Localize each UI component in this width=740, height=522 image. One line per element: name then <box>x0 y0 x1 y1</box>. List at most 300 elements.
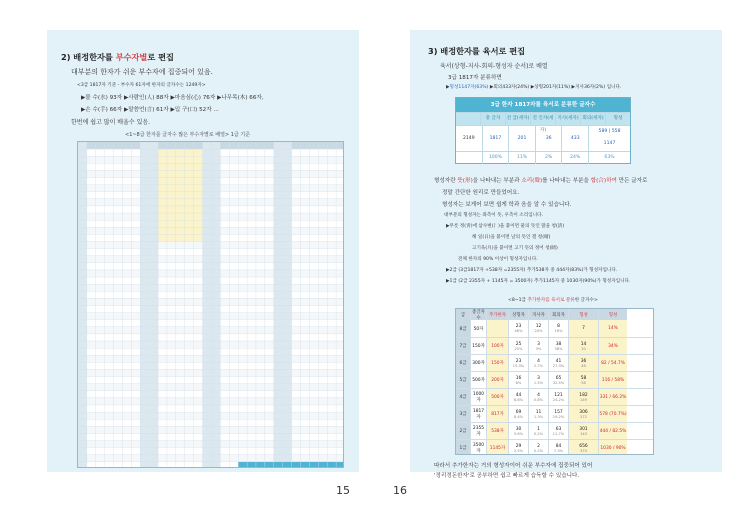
grid-cell <box>105 263 114 270</box>
grid-cell <box>238 362 247 369</box>
grid-cell <box>327 441 336 448</box>
grade-row <box>456 371 653 388</box>
grid-cell <box>336 334 344 341</box>
grid-cell <box>158 227 167 234</box>
grid-cell <box>301 185 310 192</box>
grid-cell <box>327 426 336 433</box>
grade-cell-value: 3500자 <box>472 442 485 454</box>
grid-cell <box>194 213 203 220</box>
grid-cell <box>185 433 194 440</box>
grid-cell <box>149 433 158 440</box>
grid-cell <box>158 256 167 263</box>
grid-cell <box>318 249 327 256</box>
grid-cell <box>185 419 194 426</box>
grid-cell <box>140 163 149 170</box>
grid-cell <box>283 405 292 412</box>
grid-cell <box>229 441 238 448</box>
grid-cell <box>212 178 221 185</box>
grid-cell <box>176 334 185 341</box>
grade-cell-value: 50자 <box>473 326 484 332</box>
grid-cell <box>256 341 265 348</box>
para-2: 정말 간단한 원리로 만들었어요. <box>442 190 520 196</box>
grid-cell <box>292 256 301 263</box>
grid-cell <box>140 263 149 270</box>
grid-cell <box>283 341 292 348</box>
grid-cell <box>203 320 212 327</box>
grid-cell <box>336 227 344 234</box>
grid-cell <box>105 426 114 433</box>
grid-cell <box>292 270 301 277</box>
grid-cell <box>140 384 149 391</box>
grid-cell <box>283 263 292 270</box>
grid-cell <box>158 156 167 163</box>
grid-cell <box>318 199 327 206</box>
grid-cell <box>309 433 318 440</box>
grade-cell-value: 3급 <box>459 412 467 417</box>
grade-cell <box>568 423 598 439</box>
grid-cell <box>247 384 256 391</box>
grid-cell <box>309 369 318 376</box>
grid-cell <box>256 405 265 412</box>
grid-cell <box>203 206 212 213</box>
grid-cell <box>149 405 158 412</box>
grid-cell <box>256 462 265 468</box>
grade-cell <box>486 389 508 405</box>
grid-cell <box>301 163 310 170</box>
grid-cell <box>105 163 114 170</box>
grid-cell <box>309 320 318 327</box>
grid-cell <box>265 334 274 341</box>
grid-cell <box>123 441 132 448</box>
grid-cell <box>238 306 247 313</box>
grid-cell <box>274 384 283 391</box>
grid-cell <box>318 362 327 369</box>
grid-cell <box>265 313 274 320</box>
grid-cell <box>185 341 194 348</box>
grid-cell <box>105 298 114 305</box>
grid-cell <box>185 462 194 468</box>
grid-cell <box>203 213 212 220</box>
grade-cell <box>568 406 598 422</box>
grade-cell <box>528 406 548 422</box>
grade-cell <box>508 440 528 455</box>
grid-cell <box>78 256 87 263</box>
grid-cell <box>158 377 167 384</box>
grid-cell <box>87 284 96 291</box>
grade-cell <box>548 320 568 337</box>
grid-cell <box>167 163 176 170</box>
grid-cell <box>301 384 310 391</box>
grid-cell <box>149 298 158 305</box>
grid-cell <box>256 419 265 426</box>
grid-cell <box>212 220 221 227</box>
grid-cell <box>229 462 238 468</box>
grid-cell <box>123 398 132 405</box>
grid-cell <box>283 369 292 376</box>
grid-cell <box>87 163 96 170</box>
grid-cell <box>149 206 158 213</box>
grid-cell <box>123 355 132 362</box>
grid-cell <box>123 327 132 334</box>
grid-cell <box>149 242 158 249</box>
grid-cell <box>167 384 176 391</box>
grid-cell <box>301 213 310 220</box>
grid-cell <box>274 142 283 149</box>
grid-cell <box>149 398 158 405</box>
grid-cell <box>105 249 114 256</box>
grid-cell <box>158 369 167 376</box>
grid-cell <box>265 433 274 440</box>
grid-cell <box>238 242 247 249</box>
grid-cell <box>87 199 96 206</box>
grid-cell <box>194 185 203 192</box>
grade-header: 형성 <box>568 309 598 320</box>
grid-cell <box>212 163 221 170</box>
grid-cell <box>256 384 265 391</box>
grid-cell <box>194 455 203 462</box>
grid-cell <box>283 291 292 298</box>
grid-cell <box>176 149 185 156</box>
grade-cell <box>568 440 598 455</box>
grid-cell <box>274 149 283 156</box>
grid-cell <box>212 227 221 234</box>
grid-cell <box>301 426 310 433</box>
grid-cell <box>265 412 274 419</box>
grid-cell <box>149 391 158 398</box>
grid-cell <box>238 398 247 405</box>
grid-cell <box>176 227 185 234</box>
grid-cell <box>158 391 167 398</box>
grid-cell <box>318 263 327 270</box>
grid-cell <box>87 313 96 320</box>
grid-cell <box>114 306 123 313</box>
grade-cell-value: 4 <box>537 358 540 364</box>
grid-cell <box>238 291 247 298</box>
grid-cell <box>238 334 247 341</box>
grid-cell <box>114 377 123 384</box>
grid-cell <box>185 142 194 149</box>
grade-cell <box>548 338 568 354</box>
grid-cell <box>318 178 327 185</box>
grid-cell <box>301 405 310 412</box>
grid-cell <box>158 206 167 213</box>
grid-cell <box>149 448 158 455</box>
grade-cell <box>528 423 548 439</box>
grid-cell <box>123 227 132 234</box>
grid-cell <box>256 391 265 398</box>
grid-cell <box>87 192 96 199</box>
grid-cell <box>123 149 132 156</box>
grid-cell <box>327 419 336 426</box>
grid-cell <box>265 426 274 433</box>
grid-cell <box>185 441 194 448</box>
grid-cell <box>131 426 140 433</box>
grade-table-caption <box>508 297 598 303</box>
summary-header: 형성 <box>605 113 630 125</box>
line3-blue: 형성1147자(63%) <box>449 85 489 90</box>
grid-cell <box>131 462 140 468</box>
grid-cell <box>105 206 114 213</box>
para1-d: 만든 글자로 <box>616 178 648 184</box>
grade-cell-sub: 143 <box>580 431 587 436</box>
grid-cell <box>265 156 274 163</box>
grid-cell <box>212 206 221 213</box>
grid-cell <box>238 192 247 199</box>
grid-cell <box>96 391 105 398</box>
grid-cell <box>309 412 318 419</box>
grid-cell <box>265 306 274 313</box>
grid-cell <box>212 284 221 291</box>
grid-cell <box>96 377 105 384</box>
grid-cell <box>131 369 140 376</box>
grid-cell <box>220 441 229 448</box>
grid-cell <box>283 249 292 256</box>
grid-cell <box>158 398 167 405</box>
grade-cell-value: 182 <box>579 392 588 398</box>
grid-cell <box>78 156 87 163</box>
grade-caption-a: <8~1급 <box>508 298 528 303</box>
grid-cell <box>220 256 229 263</box>
grid-cell <box>318 355 327 362</box>
grid-cell <box>96 242 105 249</box>
grid-cell <box>114 341 123 348</box>
grid-cell <box>247 391 256 398</box>
grid-cell <box>212 341 221 348</box>
grid-cell <box>247 227 256 234</box>
grid-cell <box>167 263 176 270</box>
grid-cell <box>229 227 238 234</box>
grid-cell <box>149 178 158 185</box>
grid-cell <box>176 391 185 398</box>
grid-cell <box>167 348 176 355</box>
grid-cell <box>283 348 292 355</box>
grid-cell <box>123 455 132 462</box>
grid-cell <box>140 185 149 192</box>
grid-cell <box>185 263 194 270</box>
grid-cell <box>318 142 327 149</box>
closing-1: 따라서 추가한자는 거의 형성자이어 쉬운 부수자에 집중되어 있어 <box>434 463 593 469</box>
grid-cell <box>78 178 87 185</box>
grid-cell <box>114 398 123 405</box>
grid-cell <box>212 398 221 405</box>
grade-cell-value: 41 <box>555 358 562 364</box>
grid-cell <box>87 206 96 213</box>
grade-cell-value: 300자 <box>472 361 485 366</box>
grid-cell <box>123 348 132 355</box>
grid-cell <box>212 426 221 433</box>
grid-cell <box>265 227 274 234</box>
grid-cell <box>78 220 87 227</box>
grid-cell <box>203 348 212 355</box>
grid-cell <box>167 341 176 348</box>
closing-2: '정리정돈한자'로 공부하면 쉽고 빠르게 습득할 수 있습니다. <box>434 473 580 479</box>
grid-cell <box>78 298 87 305</box>
grid-cell <box>114 156 123 163</box>
grid-cell <box>131 192 140 199</box>
grid-cell <box>283 320 292 327</box>
grid-cell <box>123 362 132 369</box>
grid-cell <box>327 291 336 298</box>
grade-cell <box>456 406 470 422</box>
grid-cell <box>283 213 292 220</box>
grid-cell <box>309 398 318 405</box>
grid-cell <box>78 291 87 298</box>
grid-cell <box>78 170 87 177</box>
grid-cell <box>140 242 149 249</box>
grid-cell <box>114 433 123 440</box>
grid-cell <box>123 199 132 206</box>
grid-cell <box>309 185 318 192</box>
grade-cell-sub: 1.3% <box>533 414 544 419</box>
grid-cell <box>327 412 336 419</box>
grid-cell <box>212 384 221 391</box>
grid-cell <box>167 199 176 206</box>
grade-cell <box>456 423 470 439</box>
grid-cell <box>140 142 149 149</box>
grid-cell <box>265 462 274 468</box>
summary-pct: 100% <box>482 152 509 164</box>
grid-cell <box>292 433 301 440</box>
grid-cell <box>283 398 292 405</box>
grade-cell-value: 500자 <box>472 378 485 383</box>
grid-cell <box>167 206 176 213</box>
grid-cell <box>203 455 212 462</box>
grid-cell <box>96 220 105 227</box>
grid-cell <box>131 306 140 313</box>
grid-cell <box>212 369 221 376</box>
summary-cell: 1817 <box>482 126 509 151</box>
grid-cell <box>176 441 185 448</box>
grid-cell <box>105 213 114 220</box>
grade-cell <box>598 355 627 371</box>
grid-cell <box>167 441 176 448</box>
grid-cell <box>96 149 105 156</box>
grid-cell <box>78 334 87 341</box>
grid-cell <box>274 334 283 341</box>
grid-cell <box>265 377 274 384</box>
grid-cell <box>158 384 167 391</box>
grid-cell <box>309 327 318 334</box>
grid-cell <box>131 170 140 177</box>
grid-cell <box>265 341 274 348</box>
summary-pct: 11% <box>508 152 535 164</box>
grid-cell <box>292 355 301 362</box>
grid-cell <box>256 234 265 241</box>
left-heading-highlight: 부수자별 <box>115 52 148 62</box>
grade-cell <box>486 423 508 439</box>
grid-cell <box>105 227 114 234</box>
grid-cell <box>238 156 247 163</box>
grid-cell <box>238 220 247 227</box>
grid-cell <box>114 227 123 234</box>
grid-cell <box>301 362 310 369</box>
grade-cell-value: 1 <box>537 426 540 432</box>
grid-cell <box>256 448 265 455</box>
grid-cell <box>265 362 274 369</box>
grid-cell <box>283 362 292 369</box>
grid-cell <box>318 185 327 192</box>
grid-cell <box>301 220 310 227</box>
grid-cell <box>140 405 149 412</box>
grid-cell <box>185 412 194 419</box>
grid-cell <box>274 256 283 263</box>
grid-cell <box>274 242 283 249</box>
grade-cell-value: 3 <box>537 341 540 347</box>
grid-cell <box>194 192 203 199</box>
grid-cell <box>87 426 96 433</box>
grid-cell <box>203 163 212 170</box>
grid-cell <box>265 348 274 355</box>
grid-cell <box>238 234 247 241</box>
grid-cell <box>292 462 301 468</box>
right-line-1: 육서(상형-지사-회의-형성자 순서)로 배열 <box>440 63 548 70</box>
grid-cell <box>87 398 96 405</box>
grid-cell <box>167 327 176 334</box>
grid-cell <box>87 405 96 412</box>
grid-cell <box>114 142 123 149</box>
grid-cell <box>96 348 105 355</box>
grid-cell <box>274 412 283 419</box>
grid-cell <box>176 156 185 163</box>
grid-cell <box>185 277 194 284</box>
grid-cell <box>203 369 212 376</box>
line3-rest: ▶회의433자(24%) ▶상형201자(11%) ▶지사36자(2%) 입니다. <box>488 85 622 90</box>
grid-cell <box>140 156 149 163</box>
grid-cell <box>256 185 265 192</box>
grid-cell <box>336 142 344 149</box>
grid-cell <box>87 441 96 448</box>
grid-cell <box>167 419 176 426</box>
grade-cell-value: 36 <box>580 358 587 364</box>
para-6: 해 일(日)을 붙이면 날의 뜻인 갤 청(晴) <box>472 235 551 240</box>
grid-cell <box>158 441 167 448</box>
grid-cell <box>256 156 265 163</box>
grid-cell <box>194 234 203 241</box>
grid-cell <box>212 213 221 220</box>
grid-cell <box>283 384 292 391</box>
grid-cell <box>114 448 123 455</box>
grid-cell <box>158 149 167 156</box>
grade-cell-sub: 58 <box>581 380 586 385</box>
grid-cell <box>265 455 274 462</box>
grid-cell <box>336 220 344 227</box>
summary-header: 전 인자(세자) <box>530 113 555 125</box>
grid-cell <box>301 227 310 234</box>
grid-cell <box>212 355 221 362</box>
grid-cell <box>114 263 123 270</box>
grade-cell <box>508 372 528 388</box>
grid-cell <box>131 178 140 185</box>
grade-cell-sub: 16% <box>554 329 563 333</box>
summary-cell: 201 <box>508 126 535 151</box>
grid-cell <box>283 227 292 234</box>
grid-cell <box>336 313 344 320</box>
grid-cell <box>203 220 212 227</box>
grid-cell <box>265 327 274 334</box>
para1-a: 형성자란 <box>434 178 458 184</box>
grid-cell <box>78 341 87 348</box>
grid-cell <box>140 433 149 440</box>
grid-cell <box>292 377 301 384</box>
grid-cell <box>78 348 87 355</box>
left-heading-prefix: 2) 배정한자를 <box>61 52 116 62</box>
grid-cell <box>220 341 229 348</box>
grid-cell <box>185 199 194 206</box>
grid-cell <box>78 142 87 149</box>
grid-cell <box>301 284 310 291</box>
grid-cell <box>114 284 123 291</box>
grid-cell <box>131 156 140 163</box>
